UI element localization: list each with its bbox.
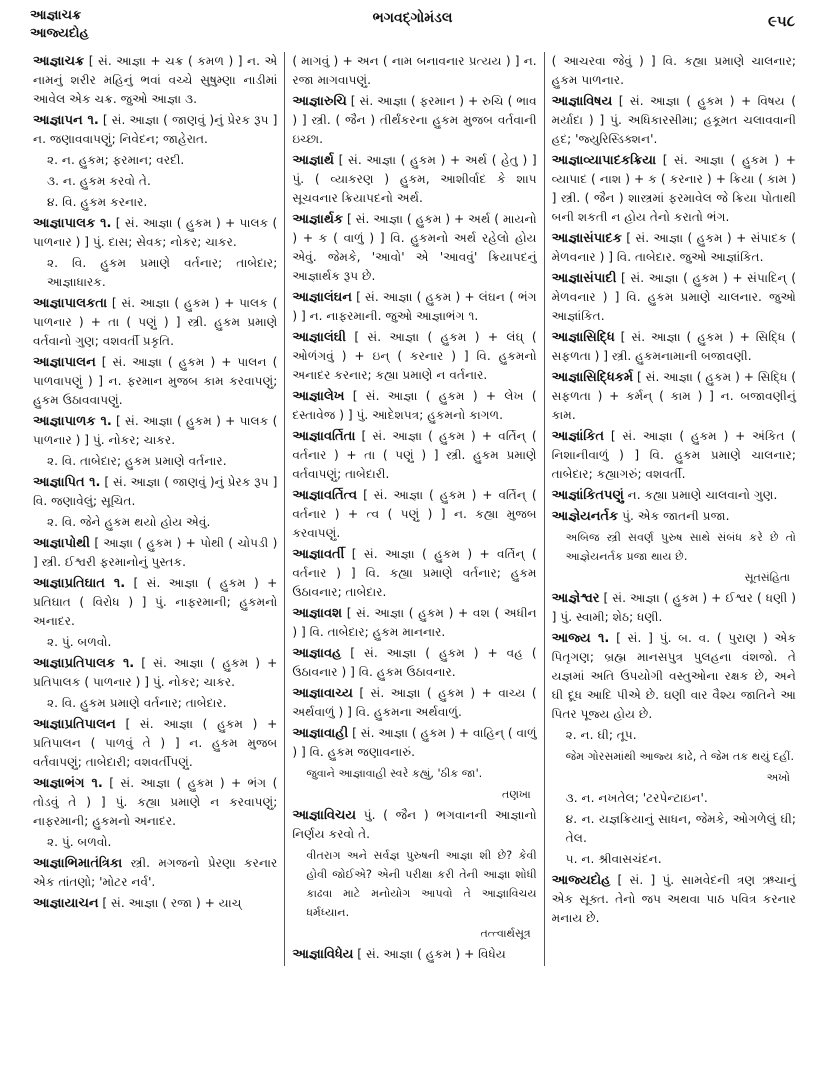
definition: [ સં. આજ્ઞા ( હુકમ ) + પાલક ( પાળનાર ) ] પું. દાસ; સેવક; નોકર; ચાકર.: [33, 216, 278, 249]
headword: આજ્ઞાપિત ૧.: [33, 475, 101, 490]
dictionary-entry: [33, 412, 277, 450]
headword: આજ્ઞાપાલન: [33, 355, 96, 370]
page-header: [0, 0, 825, 52]
headword: આજ્ઞાવશ: [292, 606, 343, 621]
definition: [ સં. આજ્ઞા ( હુકમ ) + પ્રતિઘાત ( વિરોધ ) ] પું. નાફરમાની; હુકમનો અનાદર.: [33, 576, 278, 628]
sub-sense: ૩. ન. હુકમ કરવો તે.: [47, 174, 151, 188]
headword: આજ્ઞાવર્તિતા: [292, 429, 356, 444]
sub-sense: ૨. વિ. હુકમ પ્રમાણે વર્તનાર; તાબેદાર.: [47, 696, 227, 710]
headword: આજ્ઞાલંઘી: [292, 330, 346, 345]
dictionary-entry: [292, 427, 536, 484]
sub-sense: ૨. વિ. તાબેદાર; હુકમ પ્રમાણે વર્તનાર.: [47, 454, 227, 468]
dictionary-entry: [552, 52, 796, 90]
citation-source: તત્ત્વાર્થસૂત્ર: [480, 927, 531, 940]
guide-word-first: આજ્ઞાચક્ર: [30, 8, 82, 23]
definition: [ સં. આજ્ઞા ( હુકમ ) + અર્થ ( હેતુ ) ] પું. ( વ્યાકરણ ) હુકમ, આશીર્વાદ કે શાપ સૂચવનાર ક્રિયાપદનો અર્થ.: [292, 153, 537, 205]
dictionary-entry: [552, 871, 796, 928]
definition: ( આચરવા જેવું ) ] વિ. કહ્યા પ્રમાણે ચાલનાર; હુકમ પાળનાર.: [551, 54, 796, 87]
dictionary-entry: [552, 368, 796, 425]
headword: આજ્ઞાભંગ ૧.: [33, 776, 103, 791]
headword: આજ્ઞાસંપાદક: [551, 231, 622, 246]
definition: [ સં. આજ્ઞા ( હુકમ ) + લંઘ્ ( ઓળંગવું ) + ઇન્ ( કરનાર ) ] વિ. હુકમનો અનાદર કરનાર; કહ્યા પ્રમાણે ન વર્તનાર.: [292, 330, 537, 382]
definition: [ સં. આજ્ઞા ( હુકમ ) + સિદ્ધિ ( સફળતા ) + કર્મન્ ( કામ ) ] ન. બજાવણીનું કામ.: [551, 370, 796, 422]
dictionary-entry: [292, 92, 536, 149]
headword: આજ્ઞાપાલકતા: [33, 296, 108, 311]
headword: આજ્ઞાપ્રતિઘાત ૧.: [33, 576, 126, 591]
definition: [ સં. આજ્ઞા ( હુકમ ) + લેખ ( દસ્તાવેજ ) ] પું. આદેશપત્ર; હુકમનો કાગળ.: [292, 389, 537, 422]
dictionary-entry: [552, 589, 796, 627]
dictionary-entry: [552, 328, 796, 366]
headword: આજ્ઞાયાચન: [33, 896, 99, 911]
definition: [ સં. આજ્ઞા ( હુકમ ) + પાલક ( પાળનાર ) + તા ( પણું ) ] સ્ત્રી. હુકમ પ્રમાણે વર્તવાનો ગુણ; વશવર્તી પ્રકૃતિ.: [33, 296, 278, 348]
headword: આજ્ઞાર્થક: [292, 212, 344, 227]
headword: આજ્ઞાસિદ્ધિકર્મ: [551, 370, 634, 385]
dictionary-entry: [33, 534, 277, 572]
headword: આજ્ઞાભિમાતંત્રિકા: [33, 856, 123, 871]
definition: [ સં. આજ્ઞા ( ફરમાન ) + રુચિ ( ભાવ ) ] સ્ત્રી. ( જૈન ) તીર્થંકરના હુકમ મુજબ વર્તવાની ઇચ્છા.: [292, 94, 537, 146]
definition: [ સં. આજ્ઞા ( હુકમ ) + વિધેય: [353, 947, 506, 961]
dictionary-entry: [292, 52, 536, 90]
dictionary-entry: [552, 151, 796, 227]
definition: [ આજ્ઞા ( હુકમ ) + પોથી ( ચોપડી ) ] સ્ત્રી. ઈશ્વરી ફરમાનોનું પુસ્તક.: [33, 536, 278, 569]
definition: [ સં. આજ્ઞા ( હુકમ ) + સંપાદક ( મેળવનાર ) ] વિ. તાબેદાર. જુઓ આજ્ઞાંકિત.: [551, 231, 796, 264]
headword: આજ્ઞાપ્રતિપાલક ૧.: [33, 656, 135, 671]
dictionary-entry: [33, 111, 277, 149]
book-title: ભગવદ્ગોમંડલ: [372, 10, 453, 26]
dictionary-entry: [292, 288, 536, 326]
citation-source: તણખા: [502, 788, 531, 801]
dictionary-entry: [552, 629, 796, 724]
definition: ( માગવું ) + અન ( નામ બનાવનાર પ્રત્યય ) ] ન. રજા માગવાપણું.: [292, 54, 537, 87]
definition: [ સં. આજ્ઞા ( હુકમ ) + સંપાદિન્ ( મેળવનાર ) ] વિ. હુકમ પ્રમાણે ચાલનાર. જુઓ આજ્ઞાંકિત.: [551, 271, 796, 323]
definition: પું. એક જાતની પ્રજા.: [618, 509, 730, 523]
sub-sense: ૪. વિ. હુકમ કરનાર.: [47, 195, 148, 209]
definition: [ સં. આજ્ઞા ( હુકમ ) + પ્રતિપાલન ( પાળવું તે ) ] ન. હુકમ મુજબ વર્તવાપણું; તાબેદારી; વશવર્તીપણું.: [33, 717, 278, 769]
dictionary-entry: [33, 654, 277, 692]
headword: આજ્ઞાવાચ્ય: [292, 686, 353, 701]
definition: [ સં. આજ્ઞા ( હુકમ ) + વાહિન્ ( વાળું ) ] વિ. હુકમ જણાવનારું.: [292, 726, 537, 759]
definition: [ સં. આજ્ઞા ( રજા ) + યાચ્: [98, 896, 242, 910]
headword: આજ્ઞાસિદ્ધિ: [551, 330, 615, 345]
definition: [ સં. આજ્ઞા ( હુકમ ) + અર્થ ( માયનો ) + ક ( વાળું ) ] વિ. હુકમનો અર્થ રહેલો હોય એવું. જેમકે, 'આવો' એ 'આવવું' ક્રિયાપદનું આજ્ઞાર્થક રૂપ છે.: [292, 212, 537, 283]
definition: [ સં. આજ્ઞા ( હુકમ ) + લંઘન ( ભંગ ) ] ન. નાફરમાની. જુઓ આજ્ઞાભંગ ૧.: [292, 290, 537, 323]
headword: આજ્ઞાલેખ: [292, 389, 345, 404]
dictionary-entry: [33, 52, 277, 109]
headword: આજ્ઞાવિધેય: [292, 947, 354, 962]
headword: આજ્ઞાસંપાદી: [551, 271, 617, 286]
definition: [ સં. આજ્ઞા ( હુકમ ) + ઈશ્વર ( ધણી ) ] પું. સ્વામી; શેઠ; ધણી.: [551, 591, 796, 624]
dictionary-entry: [33, 574, 277, 631]
sub-sense: ૨. ન. ઘી; તૂપ.: [565, 728, 637, 742]
dictionary-entry: [292, 328, 536, 385]
headword: આજ્ઞાર્થ: [292, 153, 334, 168]
definition: [ સં. આજ્ઞા ( હુકમ ) + ભંગ ( તોડવું તે ) ] પું. કહ્યા પ્રમાણે ન કરવાપણું; નાફરમાની; હુકમનો અનાદર.: [33, 776, 278, 828]
dictionary-entry: [552, 92, 796, 149]
definition: સ્ત્રી. મગજનો પ્રેરણા કરનાર એક તાંતણો; 'મોટર નર્વ'.: [33, 856, 278, 889]
headword: આજ્ય ૧.: [551, 631, 610, 646]
dictionary-entry: [292, 806, 536, 844]
dictionary-entry: [292, 486, 536, 543]
definition: [ સં. આજ્ઞા ( હુકમ ) + વર્તિન્ ( વર્તનાર ) + તા ( પણું ) ] સ્ત્રી. હુકમ પ્રમાણે વર્તવાપણું; તાબેદારી.: [292, 429, 537, 481]
dictionary-entry: [33, 294, 277, 351]
dictionary-entry: [292, 151, 536, 208]
dictionary-entry: [552, 229, 796, 267]
headword: આજ્યદોહ: [551, 873, 611, 888]
headword: આજ્ઞાપન ૧.: [33, 113, 99, 128]
dictionary-entry: [292, 604, 536, 642]
headword: આજ્ઞાપાલક ૧.: [33, 216, 112, 231]
headword: આજ્ઞાચક્ર: [33, 54, 85, 69]
definition: [ સં. આજ્ઞા ( હુકમ ) + અંકિત ( નિશાનીવાળું ) ] વિ. હુકમ પ્રમાણે ચાલનાર; તાબેદાર; કહ્યાગરું; વશવર્તી.: [551, 429, 796, 481]
column-3: [544, 52, 803, 966]
dictionary-entry: [292, 684, 536, 722]
definition: [ સં. આજ્ઞા ( હુકમ ) + વાચ્ય ( અર્થવાળું ) ] વિ. હુકમના અર્થવાળું.: [292, 686, 537, 719]
citation-quote: જુવાને આજ્ઞાવાહી સ્વરે કહ્યું, 'ઠીક જા'.: [306, 767, 483, 780]
headword: આજ્ઞાવિષય: [551, 94, 613, 109]
definition: [ સં. આજ્ઞા ( હુકમ ) + સિદ્ધિ ( સફળતા ) ] સ્ત્રી. હુકમનામાની બજાવણી.: [551, 330, 796, 363]
citation-source: અખો: [766, 771, 790, 784]
definition: [ સં. આજ્ઞા ( હુકમ ) + વહ ( ઉઠાવનાર ) ] વિ. હુકમ ઉઠાવનાર.: [292, 646, 537, 679]
dictionary-entry: [552, 269, 796, 326]
column-1: [26, 52, 284, 966]
sub-sense: ૩. ન. નખતેલ; 'ટરપેન્ટાઇન'.: [565, 791, 708, 805]
definition: પું. ( જૈન ) ભગવાનની આજ્ઞાનો નિર્ણય કરવો તે.: [292, 808, 537, 841]
headword: આજ્ઞાવર્તી: [292, 547, 345, 562]
dictionary-entry: [33, 715, 277, 772]
headword: આજ્ઞાપ્રતિપાલન: [33, 717, 116, 732]
citation-quote: વીતરાગ અને સર્વજ્ઞ પુરુષની આજ્ઞા શી છે? કેવી હોવી જોઈએ? એની પરીક્ષા કરી તેની આજ્ઞા શોધી કાઢવા માટે મનોયોગ આપવો તે આજ્ઞાવિચય ધર્મધ્યાન.: [306, 849, 537, 919]
definition: [ સં. ] પું. સામવેદની ત્રણ ઋચાનું એક સૂક્ત. તેનો જપ અથવા પાઠ પવિત્ર કરનાર મનાય છે.: [551, 873, 796, 925]
headword: આજ્ઞાવર્તિત્વ: [292, 488, 358, 503]
definition: [ સં. આજ્ઞા ( હુકમ ) + પાલક ( પાળનાર ) ] પું. નોકર; ચાકર.: [33, 414, 278, 447]
definition: [ સં. આજ્ઞા ( હુકમ ) + વશ ( અધીન ) ] વિ. તાબેદાર; હુકમ માનનાર.: [292, 606, 537, 639]
dictionary-columns: [0, 52, 825, 966]
definition: [ સં. આજ્ઞા ( હુકમ ) + વર્તિન્ ( વર્તનાર ) + ત્વ ( પણું ) ] ન. કહ્યા મુજબ કરવાપણું.: [292, 488, 537, 540]
dictionary-entry: [33, 214, 277, 252]
dictionary-entry: [292, 644, 536, 682]
definition: [ સં. આજ્ઞા + ચક્ર ( કમળ ) ] ન. એ નામનું શરીર મહિનું ભવાં વચ્ચે સુષુમ્ણા નાડીમાં આવેલ એક ચક્ર. જુઓ આજ્ઞા ૩.: [33, 54, 278, 106]
headword: આજ્ઞાવિચય: [292, 808, 357, 823]
dictionary-entry: [552, 507, 796, 526]
citation-quote: અબિજ સ્ત્રી સવર્ણ પુરુષ સાથે સંબંધ કરે છે તો આજ્ઞેયનર્તક પ્રજા થાય છે.: [565, 531, 796, 563]
headword: આજ્ઞાપોથી: [33, 536, 90, 551]
headword: આજ્ઞારુચિ: [292, 94, 347, 109]
dictionary-entry: [292, 387, 536, 425]
sub-sense: ૨. પું. બળવો.: [47, 835, 112, 849]
headword: આજ્ઞાલંઘન: [292, 290, 352, 305]
headword: આજ્ઞેશ્વર: [551, 591, 600, 606]
dictionary-entry: [33, 353, 277, 410]
headword: આજ્ઞાંકિત: [551, 429, 605, 444]
citation-source: સૂતસંહિતા: [744, 571, 790, 584]
dictionary-entry: [552, 486, 796, 505]
sub-sense: ૨. વિ. જેને હુકમ થયો હોય એવું.: [47, 515, 211, 529]
dictionary-entry: [33, 774, 277, 831]
citation-quote: જેમ ગોરસમાંથી આજ્ય કાઢે, તે જેમ તક થયું દહીં.: [565, 750, 795, 763]
sub-sense: ૪. ન. યજ્ઞક્રિયાનું સાધન, જેમકે, ઓગળેલું ઘી; તેલ.: [565, 812, 796, 845]
headword: આજ્ઞેયનર્તક: [551, 509, 619, 524]
definition: [ સં. આજ્ઞા ( હુકમ ) + પાલન ( પાળવાપણું ) ] ન. ફરમાન મુજબ કામ કરવાપણું; હુકમ ઉઠાવવાપણું.: [33, 355, 278, 407]
page-number: ૯૫૮: [768, 12, 795, 30]
definition: [ સં. આજ્ઞા ( હુકમ ) + વિષય ( મર્યાદા ) ] પું. અધિકારસીમા; હકૂમત ચલાવવાની હદ; 'જ્યુરિસ્ડિક્શન'.: [551, 94, 796, 146]
dictionary-entry: [33, 854, 277, 892]
definition: [ સં. આજ્ઞા ( હુકમ ) + પ્રતિપાલક ( પાળનાર ) ] પું. નોકર; ચાકર.: [33, 656, 278, 689]
definition: [ સં. આજ્ઞા ( જાણવું )નું પ્રેરક રૂપ ] ન. જણાવવાપણું; નિવેદન; જાહેરાત.: [33, 113, 278, 146]
sub-sense: ૫. ન. શ્રીવાસચંદન.: [565, 852, 662, 866]
dictionary-entry: [552, 427, 796, 484]
dictionary-entry: [292, 945, 536, 964]
headword: આજ્ઞાપાળક ૧.: [33, 414, 112, 429]
sub-sense: ૨. ન. હુકમ; ફરમાન; વરદી.: [47, 153, 185, 167]
headword: આજ્ઞાવહ: [292, 646, 342, 661]
headword: આજ્ઞાવ્યાપાદકક્રિયા: [551, 153, 657, 168]
definition: [ સં. આજ્ઞા ( હુકમ ) + વર્તિન્ ( વર્તનાર ) ] વિ. કહ્યા પ્રમાણે વર્તનાર; હુકમ ઉઠાવનાર; તાબેદાર.: [292, 547, 537, 599]
dictionary-entry: [33, 894, 277, 913]
dictionary-entry: [292, 210, 536, 286]
definition: [ સં. ] પું. બ. વ. ( પુરાણ ) એક પિતૃગણ; બ્રહ્મ માનસપુત્ર પુલહના વંશજો. તે યજ્ઞમાં અતિ ઉપયોગી વસ્તુઓના રક્ષક છે, અને ઘી દૂધ આદિ પીએ છે. ઘણી વાર વૈશ્ય જાતિને આ પિતર પૂજ્ય હોય છે.: [551, 631, 796, 721]
sub-sense: ૨. વિ. હુકમ પ્રમાણે વર્તનાર; તાબેદાર; આજ્ઞાધારક.: [47, 256, 278, 289]
definition: ન. કહ્યા પ્રમાણે ચાલવાનો ગુણ.: [623, 488, 778, 502]
headword: આજ્ઞાવાહી: [292, 726, 349, 741]
dictionary-entry: [33, 473, 277, 511]
definition: [ સં. આજ્ઞા ( જાણવું )નું પ્રેરક રૂપ ] વિ. જણાવેલું; સૂચિત.: [33, 475, 278, 508]
guide-word-last: આજ્યદોહ: [30, 26, 89, 41]
sub-sense: ૨. પું. બળવો.: [47, 635, 112, 649]
definition: [ સં. આજ્ઞા ( હુકમ ) + વ્યાપાદ ( નાશ ) + ક ( કરનાર ) + ક્રિયા ( કામ ) ] સ્ત્રી. ( જૈન ) શાસ્ત્રમાં ફરમાવેલ જે ક્રિયા પોતાથી બની શકતી ન હોય તેનો કરાતો ભંગ.: [551, 153, 796, 224]
headword: આજ્ઞાંકિતપણું: [551, 488, 624, 503]
dictionary-entry: [292, 724, 536, 762]
column-2: [284, 52, 543, 966]
dictionary-entry: [292, 545, 536, 602]
